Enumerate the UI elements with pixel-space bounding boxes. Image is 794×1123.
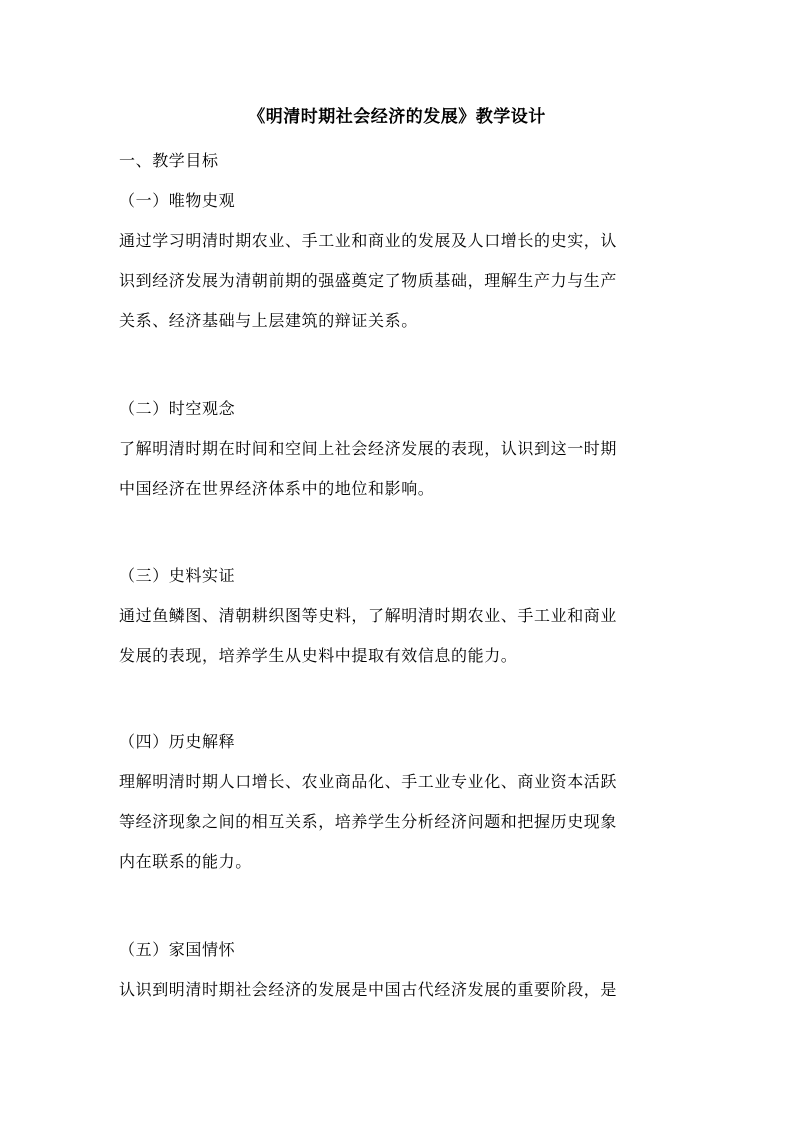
objective-paragraph — [119, 768, 679, 888]
paragraph-line: 认识到明清时期社会经济的发展是中国古代经济发展的重要阶段，是 — [119, 980, 618, 999]
objective-heading: （四）历史解释 — [119, 732, 236, 751]
objective-heading: （五）家国情怀 — [119, 940, 236, 959]
paragraph-line: 等经济现象之间的相互关系，培养学生分析经济问题和把握历史现象 — [119, 812, 618, 831]
paragraph-line: 发展的表现，培养学生从史料中提取有效信息的能力。 — [119, 646, 518, 665]
paragraph-line: 识到经济发展为清朝前期的强盛奠定了物质基础，理解生产力与生产 — [119, 271, 618, 290]
paragraph-line: 内在联系的能力。 — [119, 852, 252, 871]
paragraph-line: 关系、经济基础与上层建筑的辩证关系。 — [119, 311, 418, 330]
paragraph-line: 了解明清时期在时间和空间上社会经济发展的表现，认识到这一时期 — [119, 439, 618, 458]
paragraph-line: 中国经济在世界经济体系中的地位和影响。 — [119, 479, 435, 498]
objective-paragraph — [119, 227, 679, 347]
paragraph-line: 理解明清时期人口增长、农业商品化、手工业专业化、商业资本活跃 — [119, 772, 618, 791]
objective-heading: （一）唯物史观 — [119, 191, 236, 210]
document-title: 《明清时期社会经济的发展》教学设计 — [248, 107, 546, 127]
objective-paragraph — [119, 435, 679, 515]
objective-paragraph — [119, 976, 679, 1016]
objective-heading: （二）时空观念 — [119, 399, 236, 418]
objective-heading: （三）史料实证 — [119, 566, 236, 585]
paragraph-line: 通过鱼鳞图、清朝耕织图等史料，了解明清时期农业、手工业和商业 — [119, 606, 618, 625]
section-heading: 一、教学目标 — [119, 151, 219, 170]
objective-paragraph — [119, 602, 679, 682]
paragraph-line: 通过学习明清时期农业、手工业和商业的发展及人口增长的史实，认 — [119, 231, 618, 250]
